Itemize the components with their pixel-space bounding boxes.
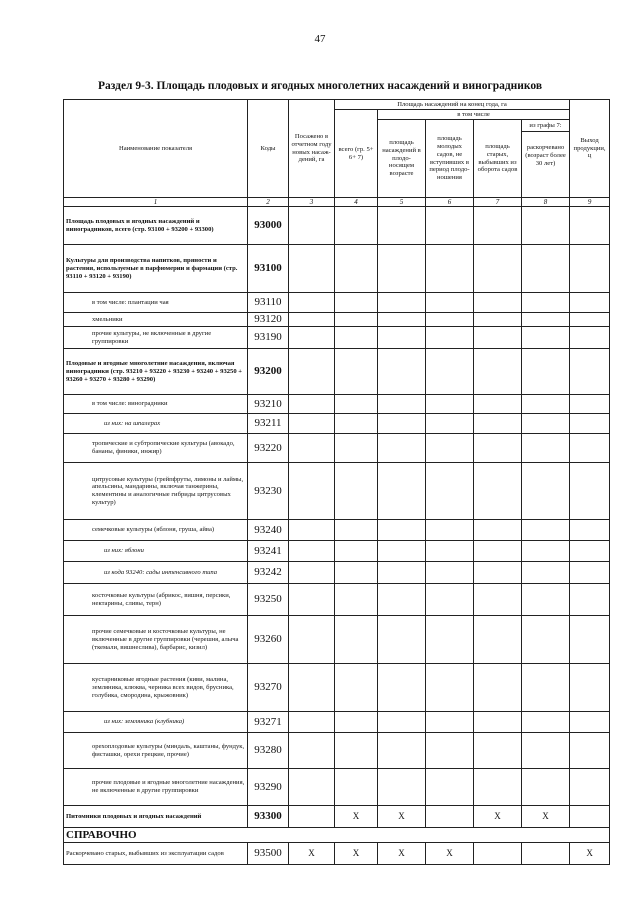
input-cell[interactable] — [570, 395, 610, 414]
header-uprooted: раскорчевано (возраст более 30 лет) — [525, 144, 566, 167]
row-code: 93280 — [248, 733, 289, 769]
input-cell[interactable] — [378, 664, 426, 712]
input-cell[interactable] — [378, 769, 426, 806]
input-cell[interactable] — [570, 313, 610, 327]
input-cell[interactable] — [378, 434, 426, 463]
input-cell[interactable] — [426, 293, 474, 313]
table-row — [64, 712, 610, 733]
row-name: Питомники плодовых и ягодных насаждений — [64, 806, 248, 828]
row-name: прочие плодовые и ягодные многолетние насаждения, не включенные в другие группировки — [64, 769, 248, 806]
input-cell[interactable] — [426, 664, 474, 712]
input-cell[interactable] — [335, 733, 378, 769]
input-cell[interactable] — [522, 349, 570, 395]
input-cell[interactable] — [289, 327, 335, 349]
input-cell[interactable] — [474, 207, 522, 245]
input-cell[interactable] — [522, 584, 570, 616]
input-cell[interactable] — [335, 245, 378, 293]
page-number: 47 — [314, 33, 326, 45]
input-cell[interactable] — [335, 313, 378, 327]
input-cell[interactable] — [335, 562, 378, 584]
row-code: 93300 — [248, 806, 289, 828]
row-code: 93260 — [248, 616, 289, 664]
input-cell[interactable] — [378, 733, 426, 769]
colnum-9: 9 — [570, 198, 610, 207]
table-row — [64, 327, 610, 349]
row-name: кустарниковые ягодные растения (киви, малина, земляника, клюква, черника всех видов, брусника, голубика, смородина, крыжовник) — [64, 664, 248, 712]
input-cell[interactable] — [289, 733, 335, 769]
row-code: 93190 — [248, 327, 289, 349]
input-cell[interactable] — [335, 349, 378, 395]
input-cell[interactable] — [474, 712, 522, 733]
input-cell[interactable] — [289, 616, 335, 664]
input-cell[interactable] — [378, 584, 426, 616]
table-row — [64, 434, 610, 463]
input-cell[interactable] — [426, 245, 474, 293]
row-name: из них: на шпалерах — [64, 414, 248, 434]
row-name: цитрусовые культуры (грейпфруты, лимоны и лаймы, апельсины, мандарины, включая танжерины, клементины и аналогичные гибриды цитрусовых культур) — [64, 463, 248, 520]
input-cell[interactable] — [335, 616, 378, 664]
table-row — [64, 520, 610, 541]
table-row — [64, 584, 610, 616]
excluded-mark: X — [378, 806, 426, 828]
excluded-mark: X — [378, 843, 426, 865]
input-cell[interactable] — [570, 520, 610, 541]
header-planted: Посажено в отчетном году новых насаж- дений, га — [289, 100, 335, 198]
input-cell[interactable] — [289, 664, 335, 712]
input-cell[interactable] — [426, 520, 474, 541]
row-code: 93100 — [248, 245, 289, 293]
input-cell[interactable] — [378, 349, 426, 395]
input-cell[interactable] — [378, 562, 426, 584]
header-area-group: Площадь насаждений на конец года, га — [335, 100, 570, 110]
input-cell[interactable] — [474, 293, 522, 313]
input-cell[interactable] — [289, 245, 335, 293]
input-cell[interactable] — [474, 520, 522, 541]
input-cell[interactable] — [570, 349, 610, 395]
header-young: площадь молодых садов, не вступивших в период плодо- ношения — [426, 120, 474, 198]
input-cell[interactable] — [522, 245, 570, 293]
input-cell[interactable] — [426, 712, 474, 733]
section-title: Раздел 9-3. Площадь плодовых и ягодных многолетних насаждений и виноградников — [97, 80, 543, 92]
input-cell[interactable] — [522, 395, 570, 414]
input-cell[interactable] — [570, 327, 610, 349]
input-cell[interactable] — [474, 245, 522, 293]
input-cell[interactable] — [426, 414, 474, 434]
input-cell[interactable] — [335, 769, 378, 806]
excluded-mark: X — [522, 806, 570, 828]
input-cell[interactable] — [522, 293, 570, 313]
input-cell[interactable] — [289, 207, 335, 245]
table-row — [64, 245, 610, 293]
input-cell[interactable] — [289, 584, 335, 616]
row-code: 93290 — [248, 769, 289, 806]
input-cell[interactable] — [474, 843, 522, 865]
input-cell[interactable] — [289, 293, 335, 313]
input-cell[interactable] — [289, 349, 335, 395]
row-code: 93200 — [248, 349, 289, 395]
input-cell[interactable] — [570, 463, 610, 520]
input-cell[interactable] — [522, 541, 570, 562]
excluded-mark: X — [570, 843, 610, 865]
input-cell[interactable] — [289, 562, 335, 584]
excluded-mark: X — [335, 843, 378, 865]
excluded-mark: X — [474, 806, 522, 828]
header-total: всего (гр. 5+ 6+ 7) — [335, 110, 378, 198]
input-cell[interactable] — [335, 434, 378, 463]
input-cell[interactable] — [378, 313, 426, 327]
input-cell[interactable] — [570, 434, 610, 463]
input-cell[interactable] — [378, 616, 426, 664]
header-bearing: площадь насаждений в плодо- носящем возрасте — [378, 120, 426, 198]
colnum-8: 8 — [522, 198, 570, 207]
colnum-7: 7 — [474, 198, 522, 207]
excluded-mark: X — [426, 843, 474, 865]
colnum-1: 1 — [64, 198, 248, 207]
input-cell[interactable] — [522, 414, 570, 434]
input-cell[interactable] — [570, 207, 610, 245]
table-row — [64, 843, 610, 865]
row-name: из кода 93240: сады интенсивного типа — [64, 562, 248, 584]
row-code: 93110 — [248, 293, 289, 313]
input-cell[interactable] — [426, 463, 474, 520]
input-cell[interactable] — [522, 769, 570, 806]
input-cell[interactable] — [570, 541, 610, 562]
input-cell[interactable] — [426, 395, 474, 414]
header-in-that-number: в том числе — [378, 110, 570, 120]
input-cell[interactable] — [474, 434, 522, 463]
row-name: семечковые культуры (яблоня, груша, айва) — [64, 520, 248, 541]
row-name: косточковые культуры (абрикос, вишня, персики, нектарины, сливы, терн) — [64, 584, 248, 616]
colnum-6: 6 — [426, 198, 474, 207]
input-cell[interactable] — [426, 349, 474, 395]
row-name: Плодовые и ягодные многолетние насаждения, включая виноградники (стр. 93210 + 93220 + 93230 + 93240 + 93250 + 93260 + 93270 + 93280 + 93290) — [64, 349, 248, 395]
input-cell[interactable] — [522, 434, 570, 463]
input-cell[interactable] — [289, 806, 335, 828]
colnum-4: 4 — [335, 198, 378, 207]
input-cell[interactable] — [474, 541, 522, 562]
input-cell[interactable] — [335, 541, 378, 562]
input-cell[interactable] — [335, 520, 378, 541]
table-row — [64, 769, 610, 806]
table-row — [64, 293, 610, 313]
input-cell[interactable] — [335, 664, 378, 712]
input-cell[interactable] — [522, 207, 570, 245]
header-name: Наименование показателя — [64, 100, 248, 198]
input-cell[interactable] — [570, 664, 610, 712]
row-code: 93241 — [248, 541, 289, 562]
row-code: 93500 — [248, 843, 289, 865]
table-row — [64, 207, 610, 245]
table-row — [64, 395, 610, 414]
input-cell[interactable] — [378, 463, 426, 520]
input-cell[interactable] — [522, 712, 570, 733]
input-cell[interactable] — [474, 616, 522, 664]
header-yield: Выход продукции, ц — [570, 100, 610, 198]
input-cell[interactable] — [426, 434, 474, 463]
row-code: 93210 — [248, 395, 289, 414]
input-cell[interactable] — [289, 541, 335, 562]
input-cell[interactable] — [289, 520, 335, 541]
input-cell[interactable] — [570, 245, 610, 293]
input-cell[interactable] — [474, 463, 522, 520]
input-cell[interactable] — [522, 733, 570, 769]
input-cell[interactable] — [426, 541, 474, 562]
input-cell[interactable] — [289, 434, 335, 463]
input-cell[interactable] — [426, 769, 474, 806]
area-table — [63, 99, 610, 865]
input-cell[interactable] — [426, 733, 474, 769]
row-code: 93250 — [248, 584, 289, 616]
input-cell[interactable] — [474, 349, 522, 395]
input-cell[interactable] — [335, 463, 378, 520]
input-cell[interactable] — [522, 616, 570, 664]
colnum-3: 3 — [289, 198, 335, 207]
row-code: 93240 — [248, 520, 289, 541]
row-name: прочие семечковые и косточковые культуры, не включенные в другие группировки (черешня, алыча (ткемали, вишнеслива), барбарис, кизил) — [64, 616, 248, 664]
row-name: из них: земляника (клубника) — [64, 712, 248, 733]
input-cell[interactable] — [378, 520, 426, 541]
input-cell[interactable] — [426, 562, 474, 584]
row-code: 93000 — [248, 207, 289, 245]
input-cell[interactable] — [570, 616, 610, 664]
input-cell[interactable] — [570, 584, 610, 616]
input-cell[interactable] — [522, 843, 570, 865]
input-cell[interactable] — [570, 733, 610, 769]
input-cell[interactable] — [378, 541, 426, 562]
input-cell[interactable] — [426, 806, 474, 828]
input-cell[interactable] — [570, 293, 610, 313]
input-cell[interactable] — [522, 520, 570, 541]
excluded-mark: X — [335, 806, 378, 828]
input-cell[interactable] — [335, 327, 378, 349]
row-name: Площадь плодовых и ягодных насаждений и виноградников, всего (стр. 93100 + 93200 + 93300) — [64, 207, 248, 245]
input-cell[interactable] — [474, 395, 522, 414]
excluded-mark: X — [289, 843, 335, 865]
table-row — [64, 616, 610, 664]
input-cell[interactable] — [378, 245, 426, 293]
input-cell[interactable] — [335, 395, 378, 414]
input-cell[interactable] — [426, 207, 474, 245]
input-cell[interactable] — [522, 327, 570, 349]
input-cell[interactable] — [378, 712, 426, 733]
input-cell[interactable] — [378, 293, 426, 313]
row-code: 93271 — [248, 712, 289, 733]
row-code: 93211 — [248, 414, 289, 434]
header-old: площадь старых, выбывших из оборота садов — [474, 120, 522, 198]
input-cell[interactable] — [335, 712, 378, 733]
table-row — [64, 463, 610, 520]
reference-heading: СПРАВОЧНО — [64, 828, 610, 843]
table-row — [64, 733, 610, 769]
table-row — [64, 541, 610, 562]
input-cell[interactable] — [474, 562, 522, 584]
input-cell[interactable] — [289, 414, 335, 434]
input-cell[interactable] — [289, 712, 335, 733]
input-cell[interactable] — [426, 327, 474, 349]
row-name: из них: яблони — [64, 541, 248, 562]
row-code: 93230 — [248, 463, 289, 520]
input-cell[interactable] — [474, 584, 522, 616]
input-cell[interactable] — [522, 664, 570, 712]
table-row — [64, 806, 610, 828]
input-cell[interactable] — [378, 327, 426, 349]
table-row — [64, 313, 610, 327]
input-cell[interactable] — [474, 313, 522, 327]
row-code: 93242 — [248, 562, 289, 584]
input-cell[interactable] — [335, 293, 378, 313]
row-name: в том числе: виноградники — [64, 395, 248, 414]
table-row — [64, 414, 610, 434]
input-cell[interactable] — [378, 207, 426, 245]
row-name: Культуры для производства напитков, пряности и растения, используемые в парфюмерии и фармации (стр. 93110 + 93120 + 93190) — [64, 245, 248, 293]
row-name: в том числе: плантации чая — [64, 293, 248, 313]
row-name: Раскорчевано старых, выбывших из эксплуатации садов — [64, 843, 248, 865]
row-code: 93270 — [248, 664, 289, 712]
header-code: Коды — [248, 100, 289, 198]
input-cell[interactable] — [378, 395, 426, 414]
input-cell[interactable] — [570, 806, 610, 828]
header-of-col7: из графы 7: — [522, 120, 569, 132]
table-row — [64, 349, 610, 395]
input-cell[interactable] — [570, 414, 610, 434]
input-cell[interactable] — [474, 664, 522, 712]
input-cell[interactable] — [474, 327, 522, 349]
input-cell[interactable] — [426, 584, 474, 616]
input-cell[interactable] — [335, 207, 378, 245]
input-cell[interactable] — [426, 313, 474, 327]
reference-heading-row — [64, 828, 610, 843]
input-cell[interactable] — [522, 463, 570, 520]
row-code: 93120 — [248, 313, 289, 327]
row-name: хмельники — [64, 313, 248, 327]
input-cell[interactable] — [289, 769, 335, 806]
input-cell[interactable] — [335, 584, 378, 616]
table-row — [64, 664, 610, 712]
input-cell[interactable] — [335, 414, 378, 434]
input-cell[interactable] — [522, 562, 570, 584]
input-cell[interactable] — [570, 562, 610, 584]
row-name: прочие культуры, не включенные в другие группировки — [64, 327, 248, 349]
input-cell[interactable] — [570, 769, 610, 806]
table-row — [64, 562, 610, 584]
colnum-5: 5 — [378, 198, 426, 207]
input-cell[interactable] — [289, 313, 335, 327]
input-cell[interactable] — [426, 616, 474, 664]
input-cell[interactable] — [289, 463, 335, 520]
row-code: 93220 — [248, 434, 289, 463]
row-name: тропические и субтропические культуры (авокадо, бананы, финики, инжир) — [64, 434, 248, 463]
input-cell[interactable] — [522, 313, 570, 327]
input-cell[interactable] — [289, 395, 335, 414]
input-cell[interactable] — [474, 733, 522, 769]
input-cell[interactable] — [474, 414, 522, 434]
input-cell[interactable] — [570, 712, 610, 733]
colnum-2: 2 — [248, 198, 289, 207]
input-cell[interactable] — [474, 769, 522, 806]
row-name: орехоплодовые культуры (миндаль, каштаны, фундук, фисташки, орехи грецкие, прочие) — [64, 733, 248, 769]
input-cell[interactable] — [378, 414, 426, 434]
